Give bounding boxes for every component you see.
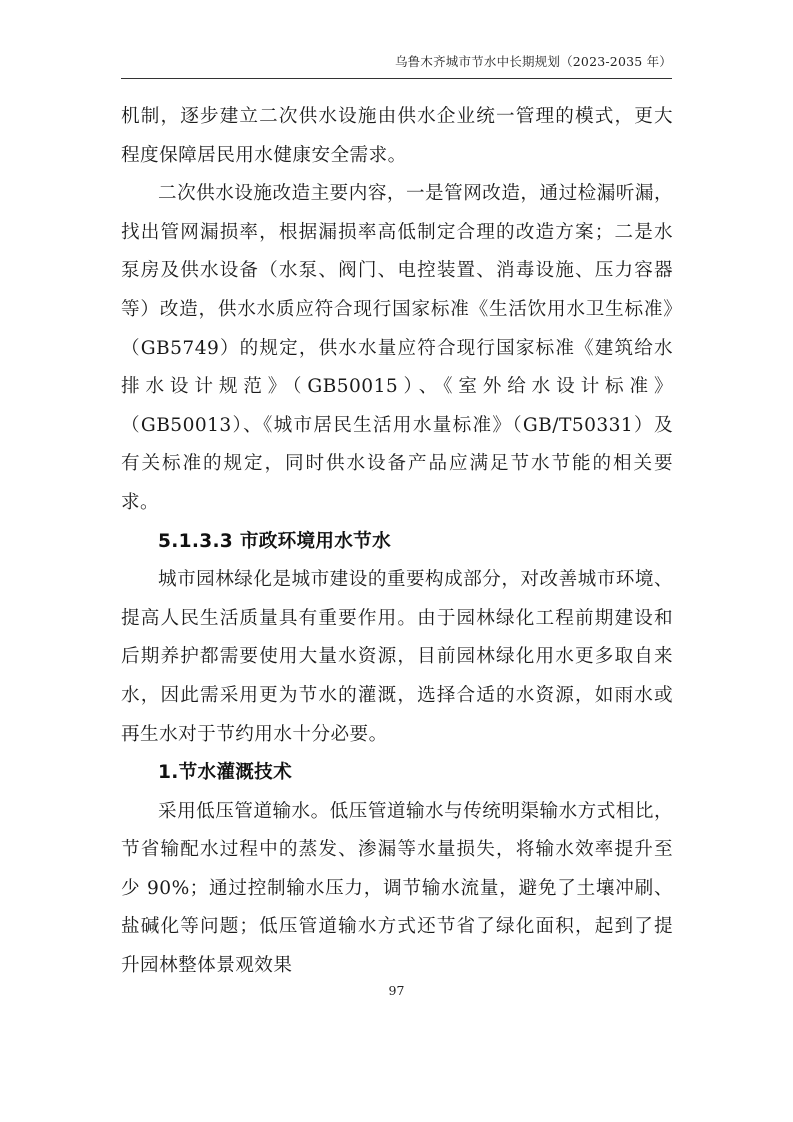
header-title: 乌鲁木齐城市节水中长期规划（2023-2035 年） — [394, 54, 672, 69]
paragraph-low-pressure-pipe: 采用低压管道输水。低压管道输水与传统明渠输水方式相比，节省输配水过程中的蒸发、渗漏等水量损失，将输水效率提升至少 90%；通过控制输水压力，调节输水流量，避免了土壤冲刷、盐碱化等问题；低压管道输水方式还节省了绿化面积，起到了提升园林整体景观效果 — [121, 800, 673, 977]
document-body — [121, 98, 673, 986]
section-heading-municipal-water: 5.1.3.3 市政环境用水节水 — [158, 530, 391, 552]
page-number: 97 — [388, 983, 405, 998]
subheading-irrigation-technology: 1.节水灌溉技术 — [158, 762, 292, 784]
paragraph-secondary-supply-renovation: 二次供水设施改造主要内容，一是管网改造，通过检漏听漏，找出管网漏损率，根据漏损率高低制定合理的改造方案；二是水泵房及供水设备（水泵、阀门、电控装置、消毒设施、压力容器等）改造，供水水质应符合现行国家标准《生活饮用水卫生标准》（GB5749）的规定，供水水量应符合现行国家标准《建筑给水排水设计规范》（GB50015）、《室外给水设计标准》（GB50013）、《城市居民生活用水量标准》（GB/T50331）及有关标准的规定，同时供水设备产品应满足节水节能的相关要求。 — [121, 183, 673, 513]
paragraph-continued: 机制，逐步建立二次供水设施由供水企业统一管理的模式，更大程度保障居民用水健康安全需求。 — [121, 106, 673, 166]
page-header — [121, 50, 672, 79]
paragraph-landscaping: 城市园林绿化是城市建设的重要构成部分，对改善城市环境、提高人民生活质量具有重要作用。由于园林绿化工程前期建设和后期养护都需要使用大量水资源，目前园林绿化用水更多取自来水，因此需采用更为节水的灌溉，选择合适的水资源，如雨水或再生水对于节约用水十分必要。 — [121, 569, 673, 745]
